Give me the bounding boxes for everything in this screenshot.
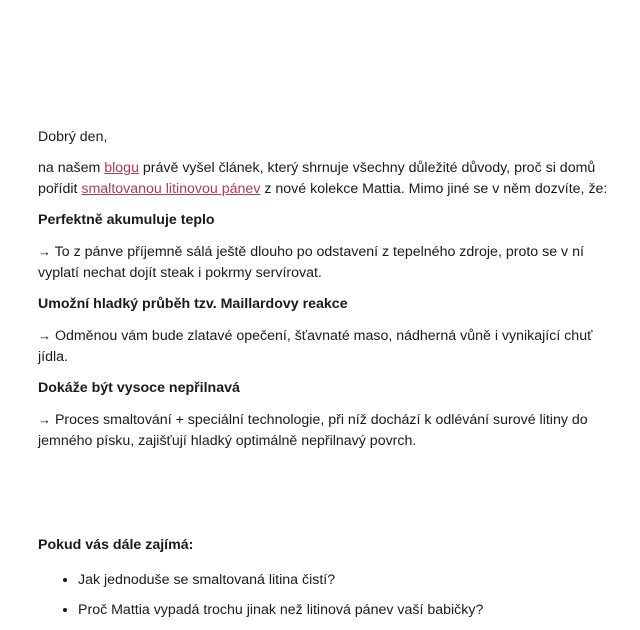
arrow-right-icon: → — [38, 244, 51, 259]
feature-title-maillard: Umožní hladký průběh tzv. Maillardovy reakce — [38, 296, 348, 312]
enameled-pan-link[interactable]: smaltovanou litinovou pánev — [81, 181, 261, 197]
more-list — [38, 570, 608, 621]
arrow-right-icon: → — [38, 412, 51, 427]
greeting: Dobrý den, — [38, 129, 108, 145]
feature-text-heat — [38, 241, 608, 284]
feature-title-nonstick: Dokáže být vysoce nepřilnavá — [38, 380, 240, 396]
feature-text-nonstick — [38, 409, 608, 452]
blog-link[interactable]: blogu — [104, 160, 139, 176]
email-body — [38, 127, 608, 630]
feature-desc-nonstick: Proces smaltování + speciální technologie, při níž dochází k odlévání surové litiny do jemného písku, zajišťují hladký optimálně nepřilnavý povrch. — [38, 412, 588, 449]
intro-text-3: z nové kolekce Mattia. Mimo jiné se v něm dozvíte, že: — [260, 181, 608, 197]
intro-paragraph — [38, 158, 608, 200]
more-title: Pokud vás dále zajímá: — [38, 537, 194, 553]
arrow-right-icon: → — [38, 328, 51, 343]
feature-text-maillard — [38, 325, 608, 368]
list-item: • Proč Mattia vypadá trochu jinak než litinová pánev vaší babičky? — [78, 600, 608, 621]
feature-title-heat: Perfektně akumuluje teplo — [38, 212, 215, 228]
intro-text-1: na našem — [38, 160, 105, 176]
section-spacer — [38, 462, 608, 535]
feature-desc-maillard: Odměnou vám bude zlatavé opečení, šťavnaté maso, nádherná vůně i vynikající chuť jídla. — [38, 328, 593, 365]
intro-text-2: právě vyšel článek, který shrnuje všechny důležité důvody, proč si domů pořídit — [38, 160, 596, 197]
list-item: • Jak jednoduše se smaltovaná litina čistí? — [78, 570, 608, 591]
feature-desc-heat: To z pánve příjemně sálá ještě dlouho po odstavení z tepelného zdroje, proto se v ní vyplatí nechat dojít steak i pokrmy servírovat. — [38, 244, 584, 281]
